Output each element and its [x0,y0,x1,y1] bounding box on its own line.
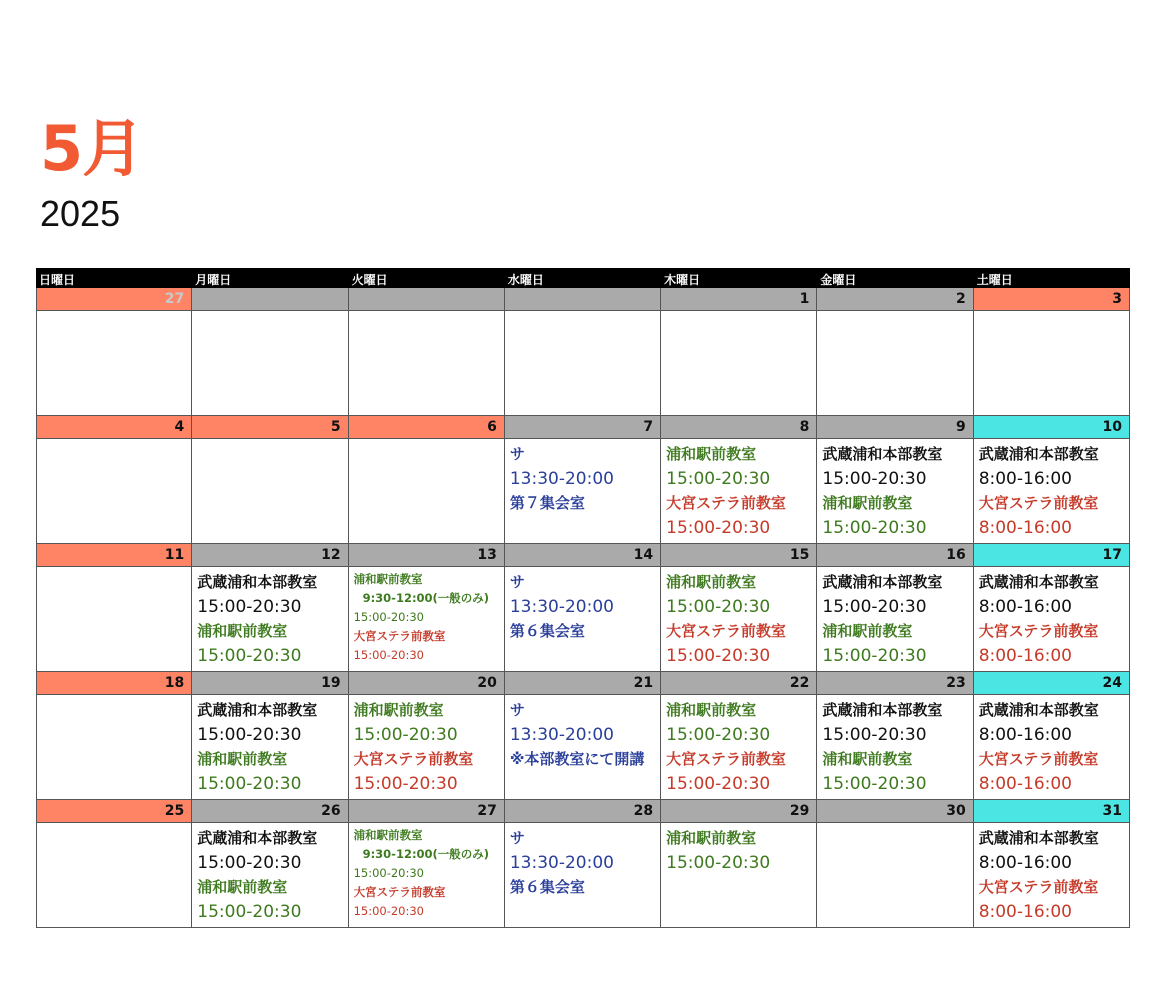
weekday-header: 土曜日 [976,273,1013,287]
schedule-time: 15:00-20:30 [822,773,927,794]
day-number: 20 [349,672,504,695]
calendar-day [505,672,661,800]
schedule-label: 第６集会室 [509,878,585,896]
schedule-label: 浦和駅前教室 [822,622,913,640]
schedule-label: 大宮ステラ前教室 [353,750,474,768]
calendar-week [36,800,1130,928]
day-schedule [974,311,1129,415]
calendar-day [36,416,192,544]
schedule-label: 武蔵浦和本部教室 [822,445,943,463]
calendar-week [36,416,1130,544]
day-schedule [505,695,660,799]
schedule-time: 15:00-20:30 [197,724,302,745]
calendar-day [817,544,973,672]
day-number: 27 [349,800,504,823]
schedule-label: 浦和駅前教室 [822,494,913,512]
day-number: 12 [192,544,347,567]
month-title: 5月 [40,112,144,185]
schedule-label: サ [509,701,525,719]
weekday-header-row [36,268,1130,288]
day-number: 14 [505,544,660,567]
schedule-time: 15:00-20:30 [822,724,927,745]
day-number: 4 [37,416,191,439]
day-number: 30 [817,800,972,823]
schedule-time: 15:00-20:30 [353,648,424,662]
schedule-label: 大宮ステラ前教室 [666,494,786,512]
schedule-label: 浦和駅前教室 [197,750,288,768]
schedule-label: 大宮ステラ前教室 [978,494,1099,512]
calendar-day [505,416,661,544]
day-number: 15 [661,544,816,567]
day-number: 28 [505,800,660,823]
schedule-time: 8:00-16:00 [978,468,1072,489]
schedule-time: 15:00-20:30 [353,866,424,880]
calendar-day [36,544,192,672]
schedule-label: 大宮ステラ前教室 [353,629,446,643]
day-number: 18 [37,672,191,695]
calendar-day [974,800,1130,928]
day-number: 10 [974,416,1129,439]
day-number: 9 [817,416,972,439]
day-number [505,288,660,311]
calendar-day [192,288,348,416]
schedule-label: 浦和駅前教室 [822,750,913,768]
schedule-time: 15:00-20:30 [197,645,302,666]
schedule-label: 浦和駅前教室 [353,701,444,719]
schedule-time: 15:00-20:30 [197,596,302,617]
day-number: 3 [974,288,1129,311]
calendar-day [661,416,817,544]
schedule-label: 大宮ステラ前教室 [353,885,446,899]
schedule-label: 武蔵浦和本部教室 [197,573,318,591]
calendar-day [817,800,973,928]
day-schedule [974,439,1129,543]
schedule-time: 8:00-16:00 [978,852,1072,873]
schedule-time: 13:30-20:00 [509,724,614,745]
calendar-day [661,672,817,800]
day-schedule [349,823,504,927]
day-number: 27 [37,288,191,311]
day-number: 13 [349,544,504,567]
day-schedule [37,695,191,799]
schedule-time: 15:00-20:30 [666,773,771,794]
calendar-day [349,544,505,672]
day-number [349,288,504,311]
schedule-label: サ [509,573,525,591]
schedule-time: 8:00-16:00 [978,645,1072,666]
schedule-label: 浦和駅前教室 [353,572,423,586]
schedule-label: 浦和駅前教室 [197,622,288,640]
schedule-label: 武蔵浦和本部教室 [197,829,318,847]
schedule-time: 15:00-20:30 [822,596,927,617]
calendar-day [661,288,817,416]
day-schedule [505,823,660,927]
schedule-time: 15:00-20:30 [666,517,771,538]
schedule-label: 武蔵浦和本部教室 [822,701,943,719]
schedule-time: 13:30-20:00 [509,468,614,489]
calendar-day [36,800,192,928]
schedule-time: 15:00-20:30 [666,724,771,745]
day-schedule [974,567,1129,671]
day-schedule [349,695,504,799]
schedule-time: 8:00-16:00 [978,724,1072,745]
day-schedule [192,695,347,799]
day-number: 11 [37,544,191,567]
schedule-time: 8:00-16:00 [978,773,1072,794]
schedule-label: 武蔵浦和本部教室 [978,829,1099,847]
calendar-day [661,544,817,672]
day-schedule [192,311,347,415]
day-schedule [661,695,816,799]
day-schedule [37,311,191,415]
schedule-label: 武蔵浦和本部教室 [197,701,318,719]
year-label: 2025 [40,193,121,234]
weekday-header: 日曜日 [39,273,76,287]
schedule-time: 15:00-20:30 [353,724,458,745]
calendar-day [505,800,661,928]
day-number: 2 [817,288,972,311]
calendar-day [192,800,348,928]
schedule-time: 15:00-20:30 [822,468,927,489]
schedule-time: 15:00-20:30 [353,904,424,918]
day-schedule [661,823,816,927]
day-number: 8 [661,416,816,439]
schedule-time: 9:30-12:00(一般のみ) [362,591,490,605]
day-schedule [192,439,347,543]
day-schedule [817,695,972,799]
day-number: 5 [192,416,347,439]
schedule-time: 15:00-20:30 [822,645,927,666]
day-number: 21 [505,672,660,695]
schedule-label: 浦和駅前教室 [666,445,757,463]
schedule-label: 浦和駅前教室 [353,828,423,842]
day-schedule [661,311,816,415]
calendar-day [349,288,505,416]
calendar-week [36,672,1130,800]
schedule-label: 大宮ステラ前教室 [666,622,786,640]
calendar-day [974,416,1130,544]
calendar-day [192,672,348,800]
calendar-week [36,288,1130,416]
schedule-label: 武蔵浦和本部教室 [978,573,1099,591]
schedule-time: 15:00-20:30 [666,852,771,873]
schedule-time: 15:00-20:30 [353,773,458,794]
calendar-day [505,544,661,672]
schedule-label: 浦和駅前教室 [666,573,757,591]
day-schedule [817,567,972,671]
day-schedule [505,439,660,543]
schedule-time: 15:00-20:30 [197,852,302,873]
calendar-grid [36,268,1130,928]
day-number: 6 [349,416,504,439]
day-schedule [817,823,972,927]
schedule-time: 15:00-20:30 [666,645,771,666]
weekday-header: 水曜日 [507,273,544,287]
calendar-day [349,416,505,544]
schedule-label: 大宮ステラ前教室 [978,878,1099,896]
schedule-label: サ [509,445,525,463]
schedule-label: 浦和駅前教室 [666,701,757,719]
schedule-label: 第７集会室 [509,494,585,512]
calendar-day [349,672,505,800]
schedule-label: 大宮ステラ前教室 [978,750,1099,768]
day-schedule [661,439,816,543]
calendar-weeks [36,288,1130,928]
schedule-time: 8:00-16:00 [978,901,1072,922]
schedule-time: 15:00-20:30 [353,610,424,624]
schedule-label: 大宮ステラ前教室 [978,622,1099,640]
calendar-day [192,416,348,544]
weekday-header: 月曜日 [195,273,232,287]
calendar-day [349,800,505,928]
schedule-label: 浦和駅前教室 [666,829,757,847]
schedule-time: 15:00-20:30 [666,596,771,617]
day-number: 1 [661,288,816,311]
schedule-label: 武蔵浦和本部教室 [978,445,1099,463]
day-number: 29 [661,800,816,823]
weekday-header: 金曜日 [820,273,857,287]
schedule-time: 9:30-12:00(一般のみ) [362,847,490,861]
day-number: 7 [505,416,660,439]
day-number: 24 [974,672,1129,695]
schedule-time: 8:00-16:00 [978,517,1072,538]
calendar-day [192,544,348,672]
schedule-label: 武蔵浦和本部教室 [822,573,943,591]
day-schedule [349,439,504,543]
schedule-time: 8:00-16:00 [978,596,1072,617]
schedule-label: 第６集会室 [509,622,585,640]
day-number: 25 [37,800,191,823]
day-schedule [974,695,1129,799]
day-schedule [505,567,660,671]
calendar-day [974,288,1130,416]
day-schedule [349,311,504,415]
weekday-header: 木曜日 [664,273,701,287]
schedule-label: 浦和駅前教室 [197,878,288,896]
schedule-time: 13:30-20:00 [509,596,614,617]
day-number: 23 [817,672,972,695]
schedule-label: ※本部教室にて開講 [509,750,645,768]
day-schedule [37,823,191,927]
day-schedule [661,567,816,671]
schedule-time: 13:30-20:00 [509,852,614,873]
day-number: 31 [974,800,1129,823]
schedule-label: サ [509,829,525,847]
schedule-label: 大宮ステラ前教室 [666,750,786,768]
schedule-label: 武蔵浦和本部教室 [978,701,1099,719]
day-schedule [817,439,972,543]
day-schedule [974,823,1129,927]
day-schedule [817,311,972,415]
calendar-day [661,800,817,928]
day-schedule [192,823,347,927]
calendar-day [36,288,192,416]
calendar-day [505,288,661,416]
weekday-header: 火曜日 [351,273,388,287]
calendar-day [817,288,973,416]
day-number: 26 [192,800,347,823]
calendar-week [36,544,1130,672]
calendar-day [817,416,973,544]
schedule-time: 15:00-20:30 [822,517,927,538]
day-schedule [349,567,504,671]
day-number: 16 [817,544,972,567]
day-schedule [37,439,191,543]
schedule-time: 15:00-20:30 [197,773,302,794]
day-schedule [37,567,191,671]
day-number: 17 [974,544,1129,567]
day-number [192,288,347,311]
day-schedule [505,311,660,415]
calendar-day [36,672,192,800]
day-number: 19 [192,672,347,695]
day-schedule [192,567,347,671]
schedule-time: 15:00-20:30 [666,468,771,489]
calendar-day [974,544,1130,672]
schedule-time: 15:00-20:30 [197,901,302,922]
calendar-day [817,672,973,800]
day-number: 22 [661,672,816,695]
calendar-day [974,672,1130,800]
